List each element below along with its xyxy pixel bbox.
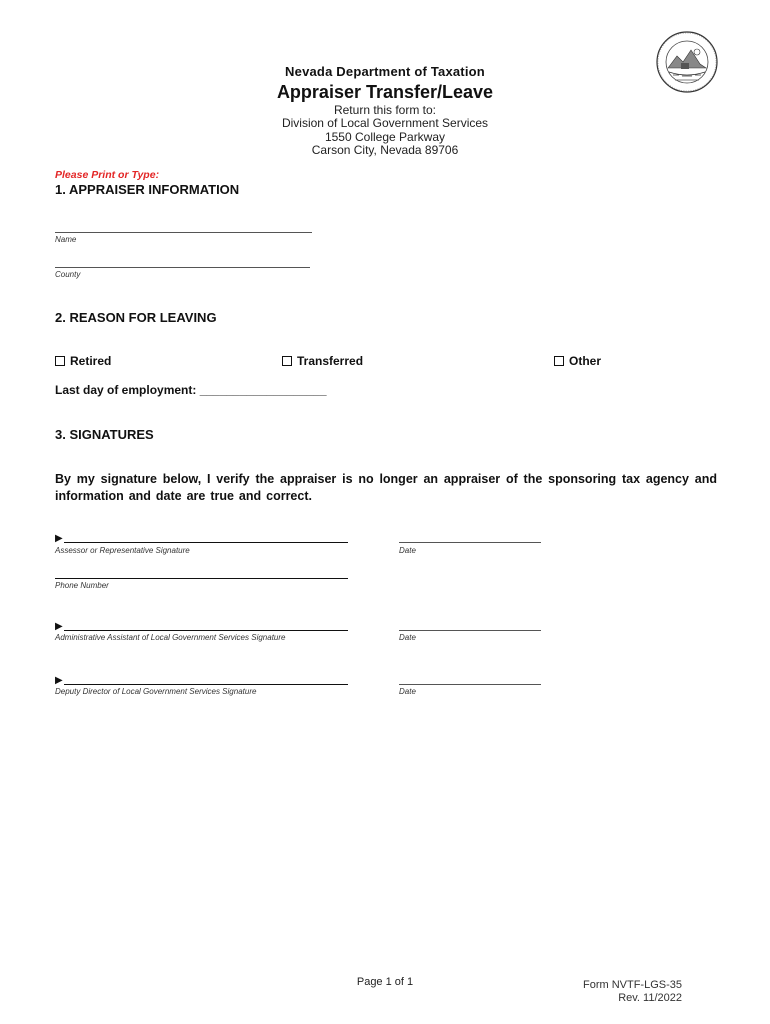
retired-label: Retired (70, 354, 112, 368)
street-address: 1550 College Parkway (324, 130, 446, 144)
deputy-director-signature-label: Deputy Director of Local Government Services Signature (55, 687, 257, 696)
sign-here-arrow-icon: ▶ (55, 621, 63, 632)
city-address: Carson City, Nevada 89706 (311, 143, 459, 157)
county-field[interactable] (55, 267, 310, 268)
assessor-date-label: Date (399, 546, 416, 555)
deputy-director-signature-field[interactable] (64, 684, 348, 685)
sign-here-arrow-icon: ▶ (55, 533, 63, 544)
form-revision: Rev. 11/2022 (618, 992, 682, 1004)
checkbox-square-icon (55, 356, 65, 366)
deputy-director-date-label: Date (399, 687, 416, 696)
agency-name: Nevada Department of Taxation (285, 64, 485, 79)
certification-statement: By my signature below, I verify the appraiser is no longer an appraiser of the sponsoring tax agency and information and date are true and correct. (55, 472, 717, 503)
name-label: Name (55, 235, 77, 244)
name-field[interactable] (55, 232, 312, 233)
retired-checkbox[interactable] (55, 354, 111, 368)
section-reason-heading: 2. REASON FOR LEAVING (55, 310, 217, 325)
page-number: Page 1 of 1 (356, 976, 414, 988)
phone-number-field[interactable] (55, 578, 348, 579)
assessor-signature-label: Assessor or Representative Signature (55, 546, 190, 555)
assessor-signature-field[interactable] (64, 542, 348, 543)
deputy-director-date-field[interactable] (399, 684, 541, 685)
checkbox-square-icon (282, 356, 292, 366)
admin-assistant-signature-field[interactable] (64, 630, 348, 631)
assessor-date-field[interactable] (399, 542, 541, 543)
print-instructions: Please Print or Type: (55, 169, 160, 181)
section-appraiser-information-heading: 1. APPRAISER INFORMATION (55, 182, 240, 197)
section-signatures-heading: 3. SIGNATURES (55, 427, 154, 442)
admin-assistant-signature-label: Administrative Assistant of Local Government Services Signature (55, 633, 286, 642)
return-line: Return this form to: (333, 103, 437, 117)
other-label: Other (569, 354, 602, 368)
other-checkbox[interactable] (554, 354, 601, 368)
transferred-checkbox[interactable] (282, 354, 363, 368)
form-title: Appraiser Transfer/Leave (276, 82, 494, 102)
transferred-label: Transferred (297, 354, 364, 368)
checkbox-square-icon (554, 356, 564, 366)
phone-number-label: Phone Number (55, 581, 109, 590)
division-name: Division of Local Government Services (281, 116, 489, 130)
sign-here-arrow-icon: ▶ (55, 675, 63, 686)
admin-assistant-date-field[interactable] (399, 630, 541, 631)
last-day-of-employment-field[interactable]: Last day of employment: ___________________ (55, 383, 327, 397)
county-label: County (55, 270, 81, 279)
admin-assistant-date-label: Date (399, 633, 416, 642)
form-number: Form NVTF-LGS-35 (582, 979, 682, 991)
